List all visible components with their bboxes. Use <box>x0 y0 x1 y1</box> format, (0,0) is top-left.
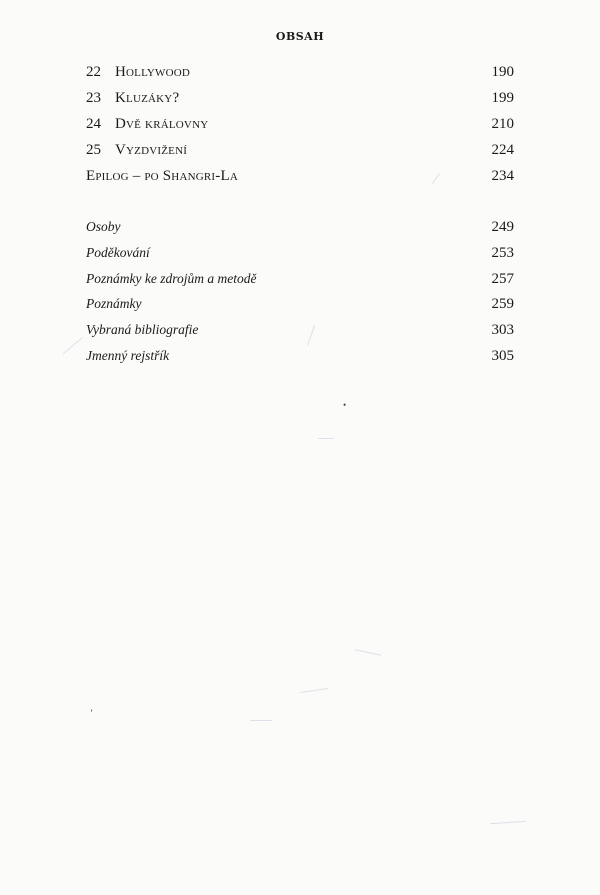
section-title: Poděkování <box>86 244 150 260</box>
toc-entry <box>86 266 514 292</box>
toc-entry <box>86 59 514 85</box>
scan-artifact <box>300 688 328 693</box>
scan-dot: • <box>343 400 347 410</box>
section-title: Osoby <box>86 219 121 234</box>
scan-artifact <box>490 821 526 825</box>
scan-dot: ʼ <box>90 708 93 718</box>
toc-entry-epilog <box>86 163 514 189</box>
entry-label <box>86 111 208 137</box>
page-number: 224 <box>491 142 514 158</box>
page-number: 253 <box>491 244 514 261</box>
page-title: OBSAH <box>275 30 325 43</box>
page-number: 305 <box>491 347 514 364</box>
toc-entry <box>86 214 514 240</box>
page-number: 234 <box>491 168 514 184</box>
scan-artifact <box>250 720 272 721</box>
entry-label <box>86 163 238 189</box>
chapter-number: 24 <box>86 116 101 132</box>
entry-label <box>86 137 187 163</box>
page-number: 199 <box>491 90 514 106</box>
page-number: 210 <box>491 116 514 132</box>
page-number: 257 <box>491 270 514 287</box>
section-title: Poznámky <box>86 296 142 312</box>
toc-entry <box>86 85 514 111</box>
chapter-title: Dvě královny <box>115 116 209 132</box>
toc-entry <box>86 317 514 343</box>
page-number: 259 <box>491 296 514 313</box>
section-title: Vybraná bibliografie <box>86 322 199 338</box>
chapter-number: 22 <box>86 64 101 80</box>
chapter-title: Kluzáky? <box>115 90 180 106</box>
scan-artifact <box>318 438 334 439</box>
toc-entry <box>86 343 514 369</box>
toc-entry <box>86 111 514 137</box>
toc-entry <box>86 291 514 317</box>
entry-label <box>86 85 179 111</box>
scan-artifact <box>355 649 381 655</box>
section-title: Jmenný rejstřík <box>86 347 170 363</box>
chapter-title: Epilog – po Shangri-La <box>86 168 238 184</box>
toc-entry <box>86 240 514 266</box>
chapter-number: 25 <box>86 142 101 158</box>
page-number: 249 <box>491 219 514 235</box>
page-number: 303 <box>491 322 514 339</box>
page-number: 190 <box>491 64 514 80</box>
toc-entry <box>86 137 514 163</box>
scan-artifact <box>63 337 84 354</box>
chapter-title: Hollywood <box>115 64 191 80</box>
section-title: Poznámky ke zdrojům a metodě <box>86 270 257 286</box>
toc-chapters <box>86 59 514 189</box>
chapter-title: Vyzdvižení <box>115 142 188 158</box>
toc-back-matter <box>86 214 514 369</box>
chapter-number: 23 <box>86 90 101 106</box>
entry-label <box>86 59 190 85</box>
